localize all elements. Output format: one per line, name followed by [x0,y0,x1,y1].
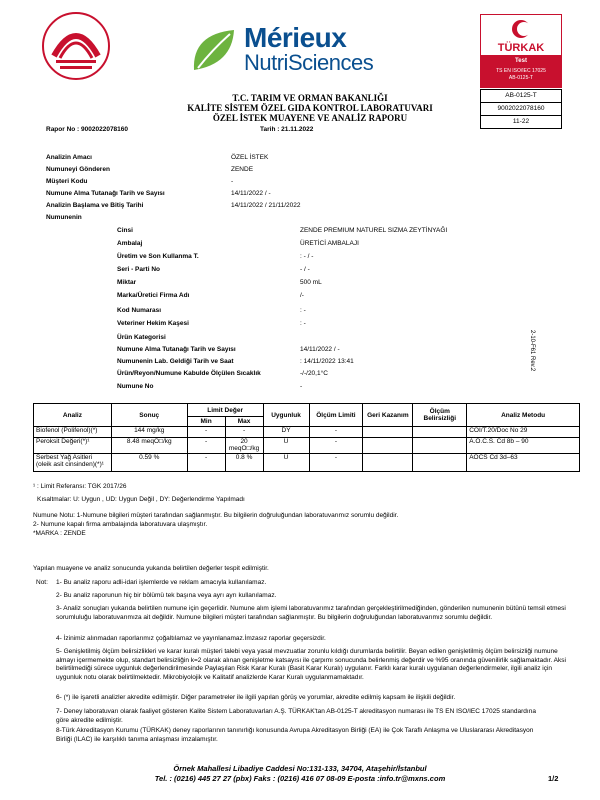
results-table [33,403,580,472]
col-max: Max [225,417,263,427]
col-olcum-belirsizligi: Ölçüm Belirsizliği [413,404,467,427]
sample-value: /- [300,292,304,299]
info-label: Numunenin [46,214,82,221]
note-item: 6- (*) ile işaretli analizler akredite edilmiştir. Diğer parametreler ile ilgili yapılan görüş ve yorumlar, akredite edilmiş kapsam ile ilişkili değildir. [56,694,456,701]
col-limit: Limit Değer [187,404,263,417]
turkak-name: TÜRKAK [497,42,545,54]
sample-label: Ürün Kategorisi [117,334,166,341]
cell-sonuc: 144 mg/kg [111,427,187,438]
sample-label: Kod Numarası [117,307,162,314]
cell-olcum: - [309,438,363,454]
table-row [34,454,580,472]
sample-label: Üretim ve Son Kullanma T. [117,253,199,260]
sample-value: : - [300,307,306,314]
table-header-row [34,404,580,417]
ministry-emblem-icon [40,10,112,82]
sample-value: : - [300,320,306,327]
sample-label: Marka/Üretici Firma Adı [117,292,190,299]
note-item: 4- İzinimiz alınmadan raporlarımız çoğaltılamaz ve yayınlanamaz.İmzasız raporlar geçersizdir. [56,635,326,642]
sample-label: Numunenin Lab. Geldiği Tarih ve Saat [117,358,234,365]
table-row [34,438,580,454]
sample-value: - / - [300,266,310,273]
note-item: 7- Deney laboratuvarı olarak faaliyet gösteren Kalite Sistem Laboratuvarları A.Ş. TÜRKAK'tan AB-0125-T akreditasyon numarası ile TS EN ISO/IEC 17025 standardına göre akredite edilmiştir. [56,708,536,724]
sample-value: - [300,383,303,390]
cell-min: - [187,427,225,438]
cell-olcum: - [309,454,363,472]
note-item: 5- Genişletilmiş ölçüm belirsizlikleri ve karar kuralı müşteri talebi veya yasal mevzuatlar zorunlu kıldığı durumlarda belirtilir. Beyan edilen genişletilmiş ölçüm belirsizliği numune almayı içermemekte olup, standart belirsizliğin k=2 olarak alınan genişletme katsayısı ile çarpımı sonucunda belirlenmiş değerdir ve %95 oranında güvenilirlik sağlamaktadır. Aksi belirtilmediği sürece uygunluk değerlendirilmesinde Paylaşılan Risk Karar Kuralı (Basit Karar Kuralı) uygulanır. Farklı karar kuralı uygulanan değerlendirmeler, ilgili analiz için uygunluk notu olarak belirtilmektedir. Mikrobiyolojik ve Kalitatif analizlerde Karar Kuralı uygulanmamaktadır. [56,648,566,681]
title-ministry: T.C. TARIM VE ORMAN BAKANLIĞI [232,93,388,103]
col-min: Min [187,417,225,427]
info-label: Analizin Amacı [46,154,92,161]
cell-metod: COI/T.20/Doc No 29 [467,427,580,438]
sample-label: Cinsi [117,227,133,234]
sample-value: -/-/20,1°C [300,370,328,377]
sample-value: ÜRETİCİ AMBALAJI [300,240,359,247]
cell-max: - [225,427,263,438]
accreditation-number: AB-0125-T [481,90,561,103]
merieux-leaf-icon [188,24,240,76]
note-item: 3- Analiz sonuçları yukarıda belirtilen numune için geçerlidir. Numune alım işlemi laboratuvarımız tarafından gerçekleştirilmediğinden, gönderilen numunenin bütünü temsil etmesi sorumluluğu laboratuvarımıza ait değildir. Numune bilgileri müşteri tarafından sağlanmıştır. Bu bilgilerin doğruluğundan laboratuvarımız sorumlu değildir. [56,605,566,621]
info-value: 14/11/2022 / 21/11/2022 [231,202,301,209]
form-revision-code: 2-10-F61 Rev.2 [529,330,535,372]
notes-label: Not: [36,579,48,586]
cell-metod: A.O.C.S. Cd 8b – 90 [467,438,580,454]
report-reference: 9002022078160 [481,103,561,116]
cell-max: 20 meqO□/kg [225,438,263,454]
cell-sonuc: 0.59 % [111,454,187,472]
brand-note: *MARKA : ZENDE [33,530,86,537]
sample-label: Miktar [117,279,137,286]
col-uygunluk: Uygunluk [263,404,309,427]
reference-box [480,89,562,129]
cell-uygunluk: U [263,438,309,454]
info-value: 14/11/2022 / - [231,190,271,197]
sample-label: Veteriner Hekim Kaşesi [117,320,189,327]
sample-note-1: Numune Notu: 1-Numune bilgileri müşteri tarafından sağlanmıştır. Bu bilgilerin doğruluğundan laboratuvarımız sorumlu değildir. [33,512,399,519]
date-code: 11-22 [512,118,530,125]
footer-contact: Tel. : (0216) 445 27 27 (pbx) Faks : (0216) 416 07 08-09 E-posta :info.tr@mxns.com [154,774,446,783]
col-geri-kazanim: Geri Kazanım [363,404,413,427]
sample-label: Numune No [117,383,154,390]
merieux-logo [188,22,418,78]
sample-value: ZENDE PREMIUM NATUREL SIZMA ZEYTİNYAĞI [300,227,448,234]
turkak-crescent-icon [481,15,561,55]
note-item: 2- Bu analiz raporunun hiç bir bölümü tek başına veya ayrı ayrı kullanılamaz. [56,592,277,599]
cell-olcum: - [309,427,363,438]
brand-name-line1: Mérieux [244,22,347,53]
report-number: Rapor No : 9002022078160 [46,126,129,133]
title-report: ÖZEL İSTEK MUAYENE VE ANALİZ RAPORU [212,113,408,123]
sample-value: : - / - [300,253,314,260]
col-analiz: Analiz [34,404,112,427]
turkak-standard: TS EN ISO/IEC 17025 [496,68,546,74]
col-olcum-limiti: Ölçüm Limiti [309,404,363,427]
info-value: ÖZEL İSTEK [231,154,269,161]
sample-label: Ambalaj [117,240,143,247]
info-value: - [231,178,234,185]
cell-max: 0.8 % [225,454,263,472]
cell-analiz: Peroksit Değeri(*)¹ [34,438,112,454]
title-laboratory: KALİTE SİSTEM ÖZEL GIDA KONTROL LABORATUVARI [187,103,433,113]
cell-uygunluk: U [263,454,309,472]
sample-value: : 14/11/2022 13:41 [300,358,354,365]
limit-reference: ¹ : Limit Referansı: TGK 2017/26 [33,483,127,490]
cell-analiz: Serbest Yağ Asitleri (oleik asit cinsinden)(*)¹ [34,454,112,472]
col-metod: Analiz Metodu [467,404,580,427]
turkak-code: AB-0125-T [508,74,534,81]
brand-name-line2: NutriSciences [244,50,374,75]
turkak-test-label: Test [481,55,561,67]
turkak-accreditation-badge [480,14,562,88]
abbreviations: Kısaltmalar: U: Uygun , UD: Uygun Değil , DY: Değerlendirme Yapılmadı [37,496,245,503]
info-label: Numune Alma Tutanağı Tarih ve Sayısı [46,190,165,197]
info-label: Numuneyi Gönderen [46,166,110,173]
col-sonuc: Sonuç [111,404,187,427]
sample-label: Numune Alma Tutanağı Tarih ve Sayısı [117,346,236,353]
cell-analiz: Biofenol (Polifenol)(*) [34,427,112,438]
sample-note-2: 2- Numune kapalı firma ambalajında laboratuvara ulaşmıştır. [33,521,208,528]
page-number: 1/2 [548,774,559,783]
cell-min: - [187,438,225,454]
conclusion: Yapılan muayene ve analiz sonucunda yukarıda belirtilen değerler tespit edilmiştir. [33,565,269,572]
note-item: 1- Bu analiz raporu adli-idari işlemlerde ve reklam amacıyla kullanılamaz. [56,579,267,586]
cell-metod: AOCS Cd 3d–63 [467,454,580,472]
report-date: Tarih : 21.11.2022 [260,126,314,133]
info-label: Analizin Başlama ve Bitiş Tarihi [46,202,144,209]
sample-value: 500 mL [300,279,322,286]
cell-min: - [187,454,225,472]
cell-uygunluk: DY [263,427,309,438]
footer-address: Örnek Mahallesi Libadiye Caddesi No:131-133, 34704, Ataşehir/İstanbul [173,764,427,773]
table-row [34,427,580,438]
info-value: ZENDE [231,166,254,173]
cell-sonuc: 8.48 meqO□/kg [111,438,187,454]
note-item: 8-Türk Akreditasyon Kurumu (TÜRKAK) deney raporlarının tanınırlığı konusunda Avrupa Akreditasyon Birliği (EA) ile Çok Taraflı Anlaşma ve Uluslararası Akreditasyon Birliği (ILAC) ile karşılıklı tanıma anlaşması imzalamıştır. [56,727,534,743]
sample-value: 14/11/2022 / - [300,346,340,353]
info-label: Müşteri Kodu [46,178,88,185]
sample-label: Ürün/Reyon/Numune Kabulde Ölçülen Sıcaklık [117,370,261,377]
sample-label: Seri - Parti No [117,266,160,273]
